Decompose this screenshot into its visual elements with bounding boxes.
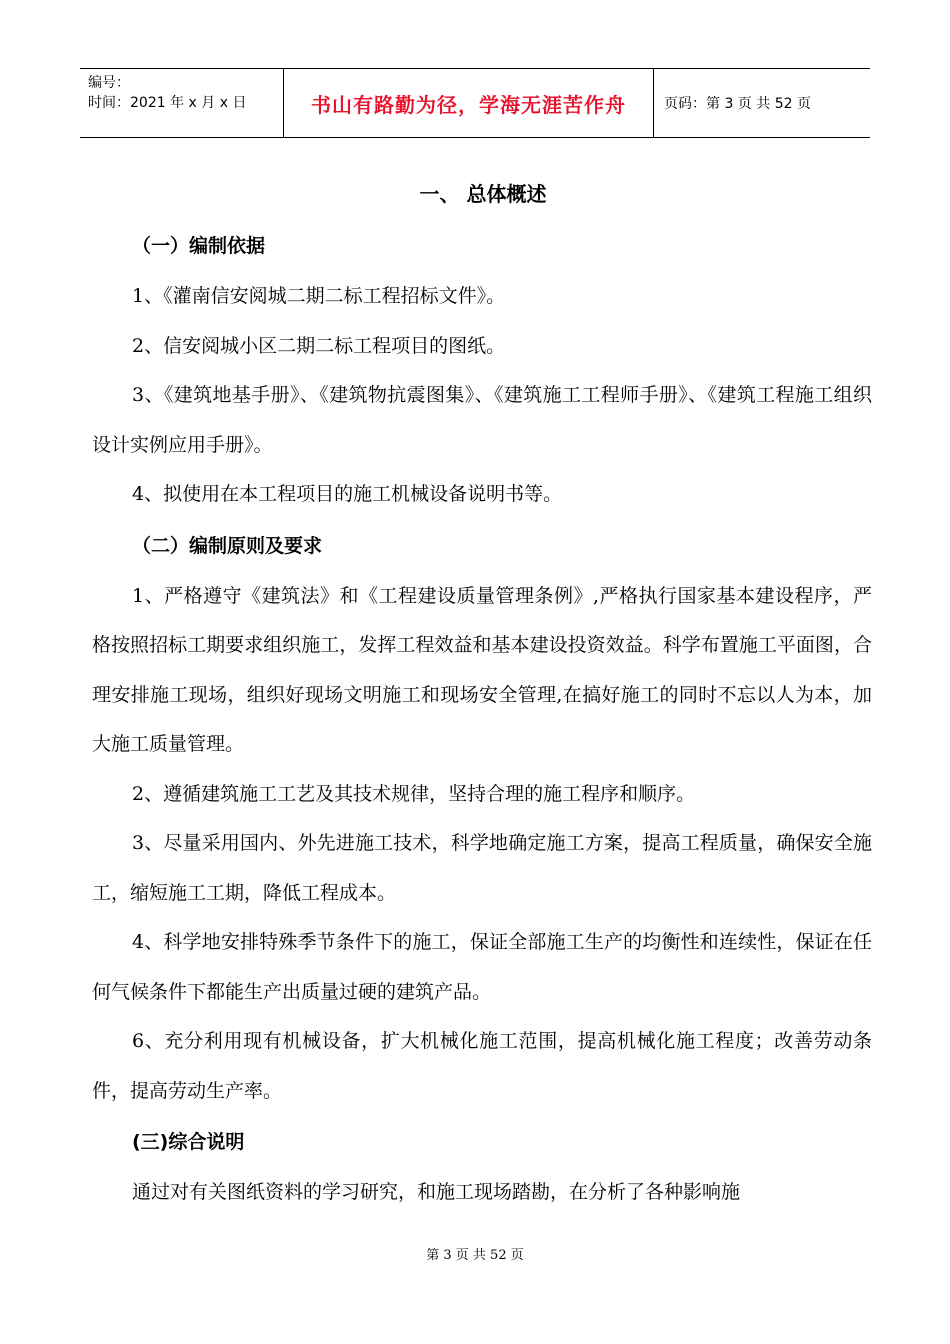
paragraph: 2、遵循建筑施工工艺及其技术规律，坚持合理的施工程序和顺序。 (132, 782, 696, 805)
header-page-info: 页码：第 3 页 共 52 页 (664, 96, 811, 112)
document-title: 一、 总体概述 (419, 182, 547, 206)
header-motto: 书山有路勤为径，学海无涯苦作舟 (284, 69, 654, 137)
document-number-label: 编号： (88, 75, 130, 91)
paragraph: 4、拟使用在本工程项目的施工机械设备说明书等。 (132, 483, 563, 505)
header-meta-cell (80, 69, 284, 137)
paragraph: 1、严格遵守《建筑法》和《工程建设质量管理条例》,严格执行国家基本建设程序，严格按照招标工期要求组织施工，发挥工程效益和基本建设投资效益。科学布置施工平面图，合理安排施工现场，组织好现场文明施工和现场安全管理,在搞好施工的同时不忘以人为本，加大施工质量管理。 (92, 584, 872, 755)
paragraph: 通过对有关图纸资料的学习研究，和施工现场踏勘，在分析了各种影响施 (132, 1181, 741, 1203)
page-header (80, 68, 870, 138)
paragraph: 3、尽量采用国内、外先进施工技术，科学地确定施工方案，提高工程质量，确保安全施工，缩短施工工期，降低工程成本。 (92, 832, 872, 904)
section-summary (92, 1116, 872, 1218)
section-principles (92, 520, 872, 1117)
paragraph: 1、《灌南信安阅城二期二标工程招标文件》。 (132, 285, 506, 307)
paragraph: 4、科学地安排特殊季节条件下的施工，保证全部施工生产的均衡性和连续性，保证在任何气候条件下都能生产出质量过硬的建筑产品。 (92, 931, 872, 1003)
section-basis (92, 220, 872, 520)
paragraph: 3、《建筑地基手册》、《建筑物抗震图集》、《建筑施工工程师手册》、《建筑工程施工组织设计实例应用手册》。 (92, 384, 872, 456)
section-heading: （二）编制原则及要求 (132, 534, 323, 557)
document-body (92, 168, 872, 1218)
section-heading: (三)综合说明 (132, 1131, 245, 1153)
section-heading: （一）编制依据 (132, 235, 266, 257)
document-date-label: 时间：2021 年 x 月 x 日 (88, 95, 247, 111)
paragraph: 2、信安阅城小区二期二标工程项目的图纸。 (132, 334, 506, 357)
paragraph: 6、充分利用现有机械设备，扩大机械化施工范围，提高机械化施工程度；改善劳动条件，提高劳动生产率。 (92, 1030, 872, 1102)
page-footer: 第 3 页 共 52 页 (426, 1248, 524, 1263)
